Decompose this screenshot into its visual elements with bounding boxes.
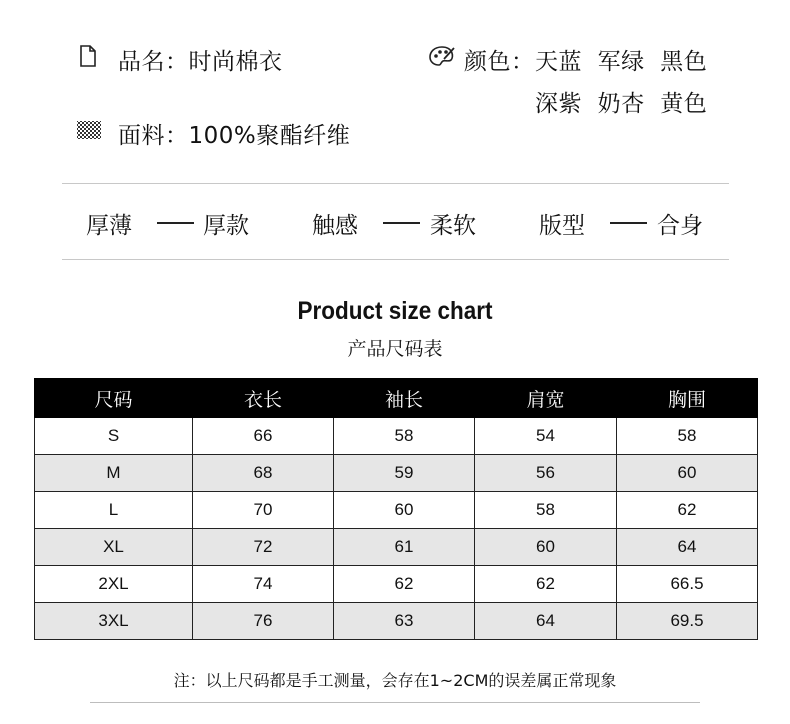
cell-size: S (35, 418, 193, 455)
cell-length: 68 (193, 455, 334, 492)
cell-shoulder: 62 (475, 566, 617, 603)
header-length: 衣长 (193, 379, 334, 418)
cell-sleeve: 59 (334, 455, 475, 492)
cell-size: 3XL (35, 603, 193, 640)
cell-length: 70 (193, 492, 334, 529)
cell-length: 74 (193, 566, 334, 603)
product-name-value: 时尚棉衣 (188, 49, 283, 75)
attr-fit-value: 合身 (657, 213, 703, 239)
cell-shoulder: 58 (475, 492, 617, 529)
table-row (35, 492, 758, 529)
fabric-value: 100%聚酯纤维 (188, 123, 351, 149)
cell-sleeve: 61 (334, 529, 475, 566)
cell-chest: 58 (617, 418, 758, 455)
colors-row-1: 天蓝 军绿 黑色 (535, 49, 708, 75)
cell-sleeve: 63 (334, 603, 475, 640)
table-row (35, 529, 758, 566)
cell-shoulder: 56 (475, 455, 617, 492)
header-chest: 胸围 (617, 379, 758, 418)
fabric (118, 117, 350, 150)
header-size: 尺码 (35, 379, 193, 418)
divider-middle (62, 259, 729, 260)
cell-length: 72 (193, 529, 334, 566)
attr-thickness-label: 厚薄 (86, 213, 132, 239)
measurement-note: 注：以上尺码都是手工测量，会存在1~2CM的误差属正常现象 (173, 671, 617, 690)
cell-sleeve: 60 (334, 492, 475, 529)
cell-sleeve: 62 (334, 566, 475, 603)
attr-touch-value: 柔软 (430, 213, 476, 239)
cell-chest: 64 (617, 529, 758, 566)
cell-chest: 69.5 (617, 603, 758, 640)
attr-touch-label: 触感 (312, 213, 358, 239)
cell-size: 2XL (35, 566, 193, 603)
header-sleeve: 袖长 (334, 379, 475, 418)
divider-bottom (90, 702, 700, 703)
table-header-row (35, 379, 758, 418)
table-row (35, 603, 758, 640)
attr-touch-dash (383, 222, 420, 224)
size-chart-title-cn: 产品尺码表 (347, 338, 443, 360)
fabric-label: 面料： (118, 123, 189, 149)
cell-chest: 60 (617, 455, 758, 492)
product-name (118, 43, 283, 76)
attr-fit-dash (610, 222, 647, 224)
document-icon (80, 45, 96, 67)
cell-chest: 66.5 (617, 566, 758, 603)
product-name-label: 品名： (118, 49, 189, 75)
attr-thickness-dash (157, 222, 194, 224)
attr-fit-label: 版型 (539, 213, 585, 239)
table-row (35, 418, 758, 455)
cell-chest: 62 (617, 492, 758, 529)
palette-icon (428, 45, 456, 67)
table-row (35, 455, 758, 492)
cell-length: 76 (193, 603, 334, 640)
cell-size: XL (35, 529, 193, 566)
cell-shoulder: 54 (475, 418, 617, 455)
divider-top (62, 183, 729, 184)
cell-length: 66 (193, 418, 334, 455)
fabric-texture-icon (76, 120, 102, 140)
colors-row-2: 深紫 奶杏 黄色 (535, 91, 708, 117)
cell-shoulder: 64 (475, 603, 617, 640)
cell-size: M (35, 455, 193, 492)
color-label: 颜色： (464, 49, 535, 75)
size-table (34, 378, 758, 640)
header-shoulder: 肩宽 (475, 379, 617, 418)
size-chart-title-en: Product size chart (297, 297, 493, 325)
attr-thickness-value: 厚款 (203, 213, 249, 239)
table-row (35, 566, 758, 603)
cell-size: L (35, 492, 193, 529)
cell-shoulder: 60 (475, 529, 617, 566)
cell-sleeve: 58 (334, 418, 475, 455)
